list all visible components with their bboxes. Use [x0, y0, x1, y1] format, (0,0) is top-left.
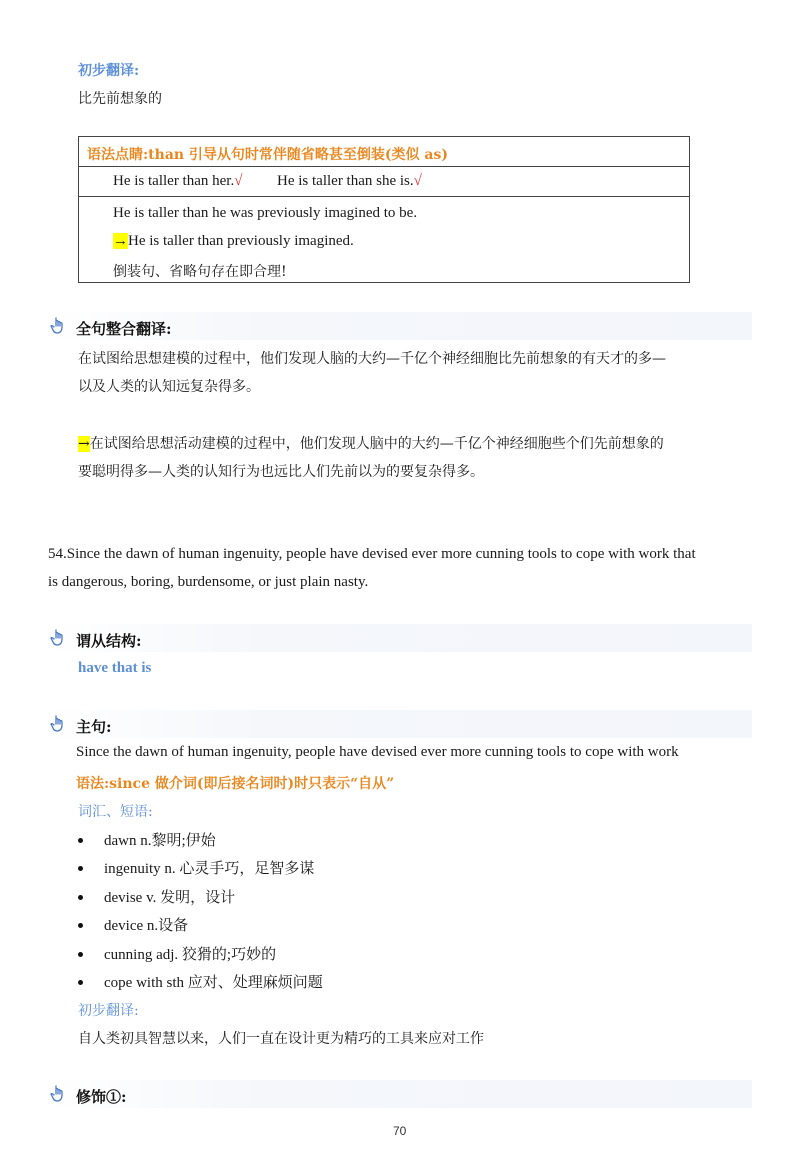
detail-line-2: →He is taller than previously imagined. — [113, 233, 354, 249]
sentence-54-line-1: 54.Since the dawn of human ingenuity, people have devised ever more cunning tools to cope with work that — [48, 546, 696, 562]
bullet-dot-icon — [78, 923, 83, 928]
example-a: He is taller than her.√ — [113, 173, 243, 189]
vocab-item: cope with sth 应对、处理麻烦问题 — [104, 975, 323, 991]
section-band — [46, 1080, 752, 1108]
pointing-hand-icon — [50, 628, 66, 646]
full-translation-title: 全句整合翻译: — [76, 320, 172, 338]
arrow-icon: → — [113, 233, 128, 249]
vocab-item: ingenuity n. 心灵手巧，足智多谋 — [104, 861, 315, 877]
prelim-text: 比先前想象的 — [78, 91, 162, 107]
full-translation-line-2: 以及人类的认知远复杂得多。 — [78, 379, 260, 395]
structure-value: have that is — [78, 660, 152, 676]
main-clause-sentence: Since the dawn of human ingenuity, people have devised ever more cunning tools to cope with work — [76, 744, 679, 760]
pointing-hand-icon — [50, 316, 66, 334]
bullet-dot-icon — [78, 838, 83, 843]
full-translation-line-1: 在试图给思想建模的过程中，他们发现人脑的大约—千亿个神经细胞比先前想象的有天才的多— — [78, 351, 666, 367]
vocab-label: 词汇、短语: — [78, 804, 153, 820]
bullet-dot-icon — [78, 895, 83, 900]
bullet-dot-icon — [78, 952, 83, 957]
grammar-table-header-row — [79, 137, 689, 167]
check-mark-icon: √ — [413, 173, 422, 189]
grammar-table-example-row — [79, 167, 689, 197]
detail-line-3: 倒装句、省略句存在即合理! — [113, 264, 287, 280]
prelim-label: 初步翻译: — [78, 63, 140, 79]
section-band — [46, 710, 752, 738]
main-clause-grammar: 语法:since 做介词(即后接名词时)时只表示“自从” — [76, 776, 395, 792]
pointing-hand-icon — [50, 1084, 66, 1102]
bullet-dot-icon — [78, 866, 83, 871]
full-translation-line-3: →在试图给思想活动建模的过程中，他们发现人脑中的大约—千亿个神经细胞些个们先前想象的 — [78, 436, 664, 452]
grammar-table-header: 语法点睛:than 引导从句时常伴随省略甚至倒装(类似 as) — [87, 147, 449, 163]
grammar-table — [78, 136, 690, 283]
check-mark-icon: √ — [234, 173, 243, 189]
grammar-table-detail-row — [79, 197, 689, 283]
vocab-item: cunning adj. 狡猾的;巧妙的 — [104, 947, 277, 963]
vocab-item: devise v. 发明，设计 — [104, 890, 236, 906]
pointing-hand-icon — [50, 714, 66, 732]
vocab-item: device n.设备 — [104, 918, 189, 934]
bullet-dot-icon — [78, 980, 83, 985]
vocab-item: dawn n.黎明;伊始 — [104, 833, 216, 849]
page-number: 70 — [393, 1124, 407, 1138]
modifier-title: 修饰①: — [76, 1088, 127, 1106]
sentence-54-line-2: is dangerous, boring, burdensome, or just plain nasty. — [48, 574, 369, 590]
prelim-label: 初步翻译: — [78, 1003, 139, 1019]
arrow-icon: → — [78, 436, 90, 452]
main-clause-title: 主句: — [76, 718, 112, 736]
detail-line-1: He is taller than he was previously imagined to be. — [113, 205, 418, 221]
example-b: He is taller than she is.√ — [277, 173, 422, 189]
structure-title: 谓从结构: — [76, 632, 142, 650]
prelim-text: 自人类初具智慧以来，人们一直在设计更为精巧的工具来应对工作 — [78, 1031, 484, 1047]
full-translation-line-4: 要聪明得多—人类的认知行为也远比人们先前以为的要复杂得多。 — [78, 464, 484, 480]
section-band — [46, 624, 752, 652]
